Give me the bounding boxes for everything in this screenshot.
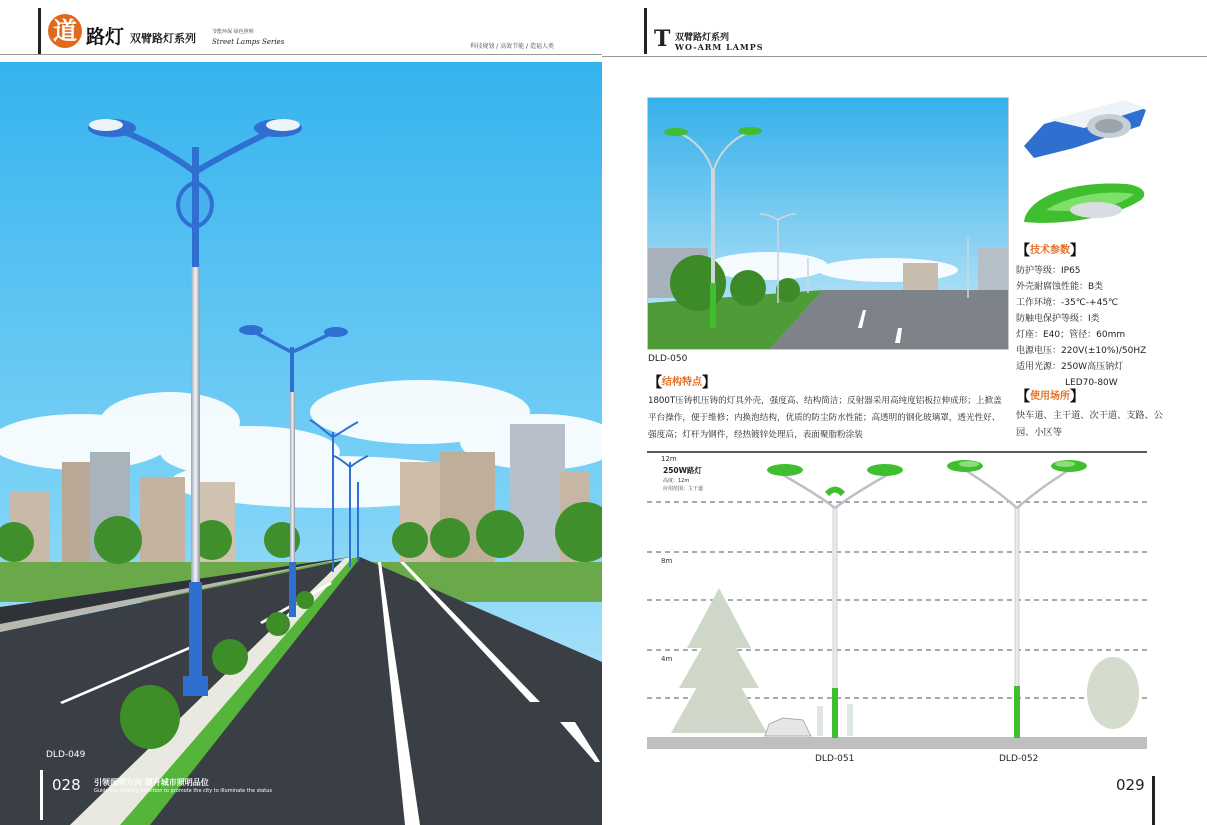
header-tags: 科技规划 / 高效节能 / 造福人类 [470,43,554,50]
header-bar [38,8,41,54]
lamp-head-blue-image [1014,96,1154,166]
bracket-right-icon: 】 [1070,243,1084,259]
lamp-scope: 应用范围：主干道 [663,486,704,492]
model-label-051: DLD-051 [815,754,855,764]
header-divider [0,54,602,55]
tech-param-item: 工作环境：-35℃-+45℃ [1016,298,1119,308]
label-12m: 12m [661,455,677,463]
bracket-right-icon: 】 [702,375,716,391]
header-bar [644,8,647,54]
tech-params-list [1016,263,1206,391]
header-letter: T [654,26,671,52]
lamp-name: 250W路灯 [663,466,702,475]
page-number-right: 029 [1116,776,1145,794]
brand-logo: 道 [48,14,82,48]
header-title-cn: 双臂路灯系列 [675,33,730,43]
usage-description: 快车道、主干道、次干道、支路、公园、小区等 [1016,410,1163,438]
model-label-049: DLD-049 [46,750,86,760]
left-header [0,0,602,62]
tech-param-item: 防触电保护等级：Ⅰ类 [1016,314,1100,324]
tech-param-item: 电源电压：220V(±10%)/50HZ [1016,346,1147,356]
series-subtitle: 双臂路灯系列 [130,32,196,45]
tech-param-item: 外壳耐腐蚀性能：B类 [1016,282,1104,292]
model-label-050: DLD-050 [648,354,688,364]
footer-bar [1152,776,1155,825]
elevation-diagram [647,448,1147,768]
bracket-right-icon: 】 [1070,389,1084,405]
tech-param-item: LED70-80W [1065,378,1118,388]
tech-param-item: 适用光源：250W高压钠灯 [1016,362,1124,372]
label-8m: 8m [661,557,673,565]
label-4m: 4m [661,655,673,663]
road-photo-050 [647,97,1009,350]
usage-title [1016,386,1084,406]
street-scene-photo [0,62,602,825]
right-header [602,0,1207,60]
header-title-en: WO-ARM LAMPS [675,42,764,52]
lamp-head-green-image [1016,170,1154,230]
page-number-left: 028 [52,776,81,794]
structure-title-text: 结构特点 [662,377,702,388]
model-label-052: DLD-052 [999,754,1039,764]
bracket-left-icon: 【 [648,375,662,391]
tech-param-item: 防护等级：IP65 [1016,266,1081,276]
bracket-left-icon: 【 [1016,389,1030,405]
series-english: Street Lamps Series [212,38,285,46]
tech-params-title [1016,240,1084,260]
footer-slogan-en: Guide the lighting direction to promote the city to illuminate the status [94,788,272,794]
lamp-height: 高度：12m [663,478,690,484]
usage-title-text: 使用场所 [1030,391,1070,402]
structure-title [648,372,716,392]
tech-params-title-text: 技术参数 [1030,245,1070,256]
structure-description: 1800T压铸机压铸的灯具外壳，强度高、结构简洁；反射器采用高纯度铝板拉伸成形；上掀盖平台操作，便于维修；内换泡结构，优质的防尘防水性能；高透明的钢化玻璃罩，透光性好、强度高；灯杆为钢件，经热镀锌处理后，表面聚脂粉涂装 [648,396,1002,440]
footer-bar [40,770,43,820]
small-slogan: 节能环保 绿色照明 [212,29,254,35]
footer-slogan-cn: 引领照明方向 提升城市照明品位 [94,778,209,787]
page-title: 路灯 [86,26,125,48]
tech-param-item: 灯座：E40；管径：60mm [1016,330,1126,340]
header-divider [602,56,1207,57]
left-page [0,0,602,825]
right-page [602,0,1207,825]
bracket-left-icon: 【 [1016,243,1030,259]
